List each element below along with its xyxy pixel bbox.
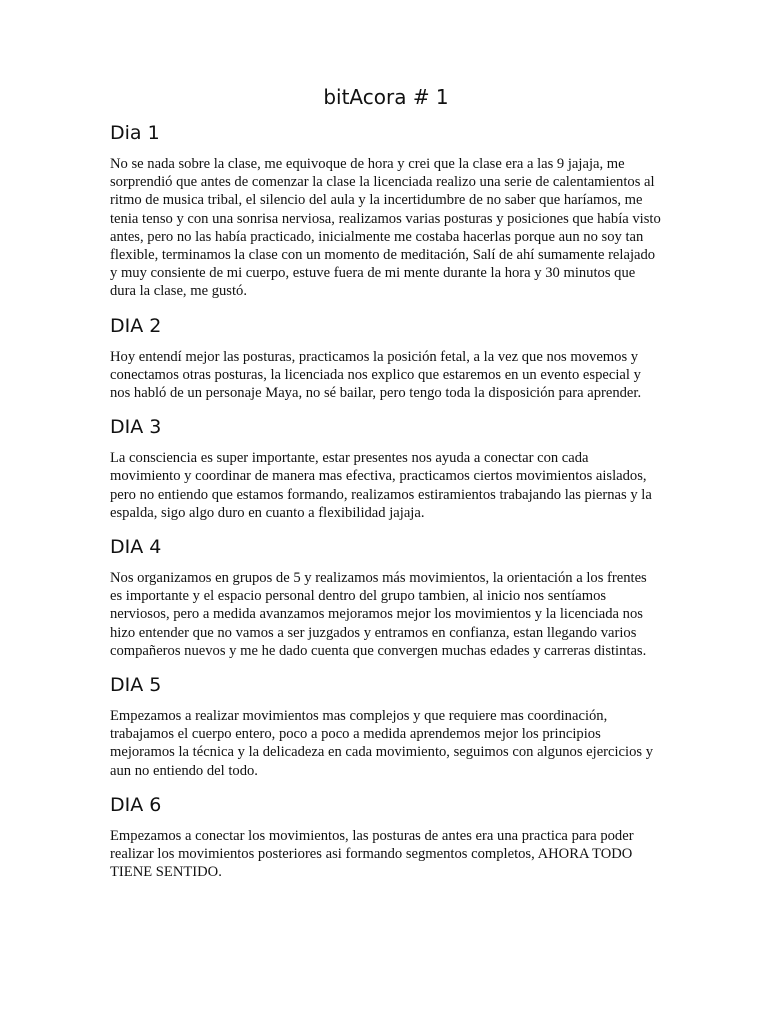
- entry-day-4: [110, 534, 662, 660]
- entry-text: Empezamos a realizar movimientos mas complejos y que requiere mas coordinación, trabajamos el cuerpo entero, poco a poco a medida aprendemos mejor los principios mejoramos la técnica y la delicadeza en cada movimiento, seguimos con algunos ejercicios y aun no entiendo del todo.: [110, 708, 654, 779]
- entry-text: Empezamos a conectar los movimientos, las posturas de antes era una practica para poder realizar los movimientos posteriores asi formando segmentos completos, AHORA TODO TIENE SENTIDO.: [110, 827, 634, 881]
- entry-heading: Dia 1: [110, 122, 160, 144]
- document-title: bitAcora # 1: [323, 85, 449, 109]
- entry-heading: DIA 5: [110, 674, 162, 697]
- entry-day-1: [110, 120, 662, 301]
- entry-text: La consciencia es super importante, estar presentes nos ayuda a conectar con cada movimiento y coordinar de manera mas efectiva, practicamos ciertos movimientos aislados, pero no entiendo que estamos formando, realizamos estiramientos trabajando las piernas y la espalda, sigo algo duro en cuanto a flexibilidad jajaja.: [110, 450, 652, 521]
- entry-heading: DIA 4: [110, 536, 162, 559]
- entry-day-5: [110, 672, 662, 780]
- entry-text: No se nada sobre la clase, me equivoque de hora y crei que la clase era a las 9 jajaja, me sorprendió que antes de comenzar la clase la licenciada realizo una serie de calentamientos al ritmo de musica tribal, el silencio del aula y la incertidumbre de no saber que haríamos, me tenia tenso y con una sonrisa nerviosa, realizamos varias posturas y posiciones que había visto antes, pero no las había practicado, inicialmente me costaba hacerlas porque aun no soy tan flexible, terminamos la clase con un momento de meditación, Salí de ahí sumamente relajado y muy consiente de mi cuerpo, estuve fuera de mi mente durante la hora y 30 minutos que dura la clase, me gustó.: [110, 156, 661, 300]
- entry-day-3: [110, 414, 662, 522]
- entry-heading: DIA 6: [110, 793, 162, 816]
- entry-text: Nos organizamos en grupos de 5 y realizamos más movimientos, la orientación a los frentes es importante y el espacio personal dentro del grupo tambien, al inicio nos sentíamos nerviosos, pero a medida avanzamos mejoramos mejor los movimientos y la licenciada nos hizo entender que no vamos a ser juzgados y entramos en confianza, estan llegando varios compañeros nuevos y me he dado cuenta que convergen muchas edades y carreras distintas.: [110, 570, 647, 659]
- entry-heading: DIA 3: [110, 416, 162, 439]
- entry-day-2: [110, 313, 662, 403]
- entry-heading: DIA 2: [110, 314, 162, 337]
- document-page: [110, 84, 662, 893]
- entry-day-6: [110, 792, 662, 882]
- entry-text: Hoy entendí mejor las posturas, practicamos la posición fetal, a la vez que nos movemos y conectamos otras posturas, la licenciada nos explico que estaremos en un evento especial y nos habló de un personaje Maya, no sé bailar, pero tengo toda la disposición para aprender.: [110, 348, 642, 402]
